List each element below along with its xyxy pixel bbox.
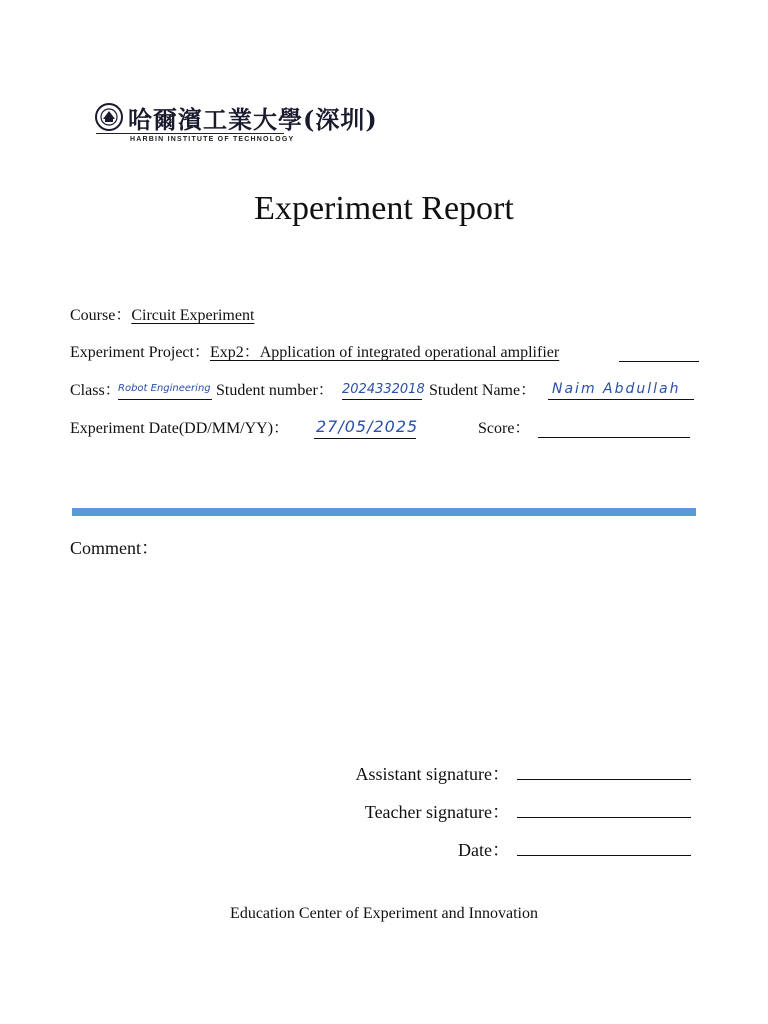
project-value[interactable]: Exp2：Application of integrated operational amplifier bbox=[209, 344, 560, 361]
project-label: Experiment Project： bbox=[70, 344, 210, 361]
project-row bbox=[70, 343, 559, 363]
class-value[interactable]: Robot Engineering bbox=[118, 383, 211, 394]
student-number-label: Student number： bbox=[216, 382, 334, 399]
signature-date-label: Date： bbox=[458, 840, 510, 860]
university-logo bbox=[94, 100, 378, 148]
project-underline bbox=[619, 361, 699, 362]
experiment-date-underline bbox=[314, 438, 416, 439]
teacher-signature-field[interactable] bbox=[517, 817, 691, 818]
student-name-underline bbox=[548, 399, 694, 400]
university-english-name: HARBIN INSTITUTE OF TECHNOLOGY bbox=[130, 136, 295, 143]
signature-date-field[interactable] bbox=[517, 855, 691, 856]
assistant-signature-label: Assistant signature： bbox=[355, 764, 510, 784]
university-chinese-name: 哈爾濱工業大學(深圳) bbox=[128, 105, 378, 134]
student-name-label: Student Name： bbox=[429, 382, 537, 399]
course-row bbox=[70, 306, 262, 326]
date-label-row bbox=[70, 419, 289, 439]
footer-text: Education Center of Experiment and Innovation bbox=[230, 905, 538, 922]
score-label-row bbox=[478, 419, 530, 439]
report-title: Experiment Report bbox=[254, 190, 514, 227]
course-label: Course： bbox=[70, 307, 132, 324]
comment-label: Comment： bbox=[70, 538, 159, 558]
experiment-date-label: Experiment Date(DD/MM/YY)： bbox=[70, 420, 290, 437]
class-label-row bbox=[70, 381, 121, 401]
course-value[interactable]: Circuit Experiment bbox=[131, 307, 255, 324]
class-label: Class： bbox=[70, 382, 121, 399]
student-number-value[interactable]: 2024332018 bbox=[342, 382, 425, 397]
student-number-label-row bbox=[216, 381, 334, 401]
score-label: Score： bbox=[478, 420, 531, 437]
assistant-signature-field[interactable] bbox=[517, 779, 691, 780]
score-field[interactable] bbox=[538, 437, 690, 438]
student-name-label-row bbox=[429, 381, 536, 401]
teacher-signature-label: Teacher signature： bbox=[364, 802, 510, 822]
student-number-underline bbox=[342, 399, 422, 400]
section-divider bbox=[72, 508, 696, 516]
class-underline bbox=[118, 399, 212, 400]
logo-rule bbox=[96, 133, 284, 134]
experiment-date-value[interactable]: 27/05/2025 bbox=[316, 417, 419, 436]
student-name-value[interactable]: Naim Abdullah bbox=[552, 381, 681, 397]
university-seal-icon bbox=[94, 102, 124, 132]
